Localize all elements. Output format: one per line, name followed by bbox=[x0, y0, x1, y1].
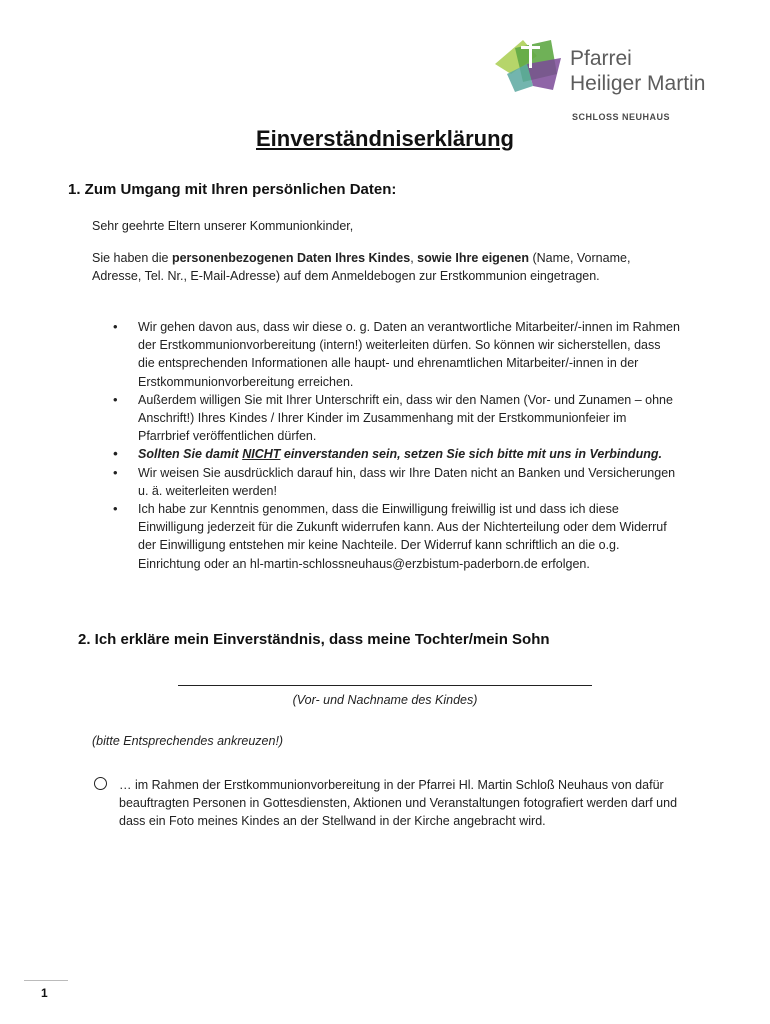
child-name-caption: (Vor- und Nachname des Kindes) bbox=[292, 693, 478, 707]
intro-bold-1: personenbezogenen Daten Ihres Kindes bbox=[171, 251, 411, 265]
bullet-item: • Wir gehen davon aus, dass wir diese o. g. Daten an verantwortliche Mitarbeiter/-innen im Rahmen der Erstkommunionvorbereitung (intern!) weiterleiten dürfen. So können wir sicherstellen, dass die entsprechenden Informationen alle haupt- und ehrenamtlichen Mitarbeiter/-innen in der Erstkommunionvorbereitung erreichen. bbox=[110, 318, 680, 391]
section-1-heading: 1. Zum Umgang mit Ihren persönlichen Daten: bbox=[68, 181, 397, 198]
bullet-item: • Außerdem willigen Sie mit Ihrer Unterschrift ein, dass wir den Namen (Vor- und Zunamen – ohne Anschrift!) Ihres Kindes / Ihrer Kinder im Zusammenhang mit der Erstkommunionfeier im Pfarrbrief veröffentlichen dürfen. bbox=[110, 391, 680, 446]
cross-leaf-logo-icon bbox=[493, 34, 565, 94]
intro-text-3: (Name, Vorname, Adresse, Tel. Nr., E-Mail-Adresse) auf dem Anmeldebogen zur Erstkommunion eingetragen. bbox=[92, 251, 631, 283]
document-title: Einverständniserklärung bbox=[256, 126, 514, 151]
photo-consent-radio[interactable] bbox=[94, 777, 107, 790]
consent-bullet-list bbox=[110, 318, 680, 573]
logo-line-1: Pfarrei bbox=[570, 47, 632, 70]
logo-line-2: Heiliger Martin bbox=[570, 72, 706, 95]
notice-text-2: einverstanden sein, setzen Sie sich bitte mit uns in Verbindung. bbox=[280, 447, 662, 462]
checkbox-instruction: (bitte Entsprechendes ankreuzen!) bbox=[92, 734, 284, 748]
intro-bold-2: sowie Ihre eigenen bbox=[417, 251, 529, 265]
page-number: 1 bbox=[41, 986, 48, 1000]
greeting: Sehr geehrte Eltern unserer Kommunionkinder, bbox=[92, 219, 354, 233]
notice-underlined: NICHT bbox=[242, 447, 281, 462]
child-name-line[interactable] bbox=[178, 685, 592, 686]
bullet-item-notice bbox=[110, 445, 680, 463]
footer-rule bbox=[24, 980, 68, 981]
section-2-heading: 2. Ich erkläre mein Einverständnis, dass meine Tochter/mein Sohn bbox=[78, 631, 550, 648]
parish-logo bbox=[493, 34, 733, 126]
logo-subtitle: SCHLOSS NEUHAUS bbox=[572, 112, 671, 122]
photo-consent-text: … im Rahmen der Erstkommunionvorbereitung in der Pfarrei Hl. Martin Schloß Neuhaus von dafür beauftragten Personen in Gottesdiensten, Aktionen und Veranstaltungen fotografiert werden darf und dass ein Foto meines Kindes an der Stellwand in der Kirche angebracht wird. bbox=[119, 778, 678, 828]
bullet-item: • Wir weisen Sie ausdrücklich darauf hin, dass wir Ihre Daten nicht an Banken und Versicherungen u. ä. weiterleiten werden! bbox=[110, 464, 680, 500]
notice-text-1: Sollten Sie damit bbox=[138, 447, 243, 462]
bullet-item: • Ich habe zur Kenntnis genommen, dass die Einwilligung freiwillig ist und dass ich diese Einwilligung jederzeit für die Zukunft widerrufen kann. Aus der Nichterteilung oder dem Widerruf der Einwilligung entstehen mir keine Nachteile. Der Widerruf kann schriftlich an die o.g. Einrichtung oder an hl-martin-schlossneuhaus@erzbistum-paderborn.de erfolgen. bbox=[110, 500, 680, 573]
intro-text-2: , bbox=[410, 251, 418, 265]
intro-paragraph bbox=[92, 249, 662, 285]
intro-text-1: Sie haben die bbox=[92, 251, 172, 265]
